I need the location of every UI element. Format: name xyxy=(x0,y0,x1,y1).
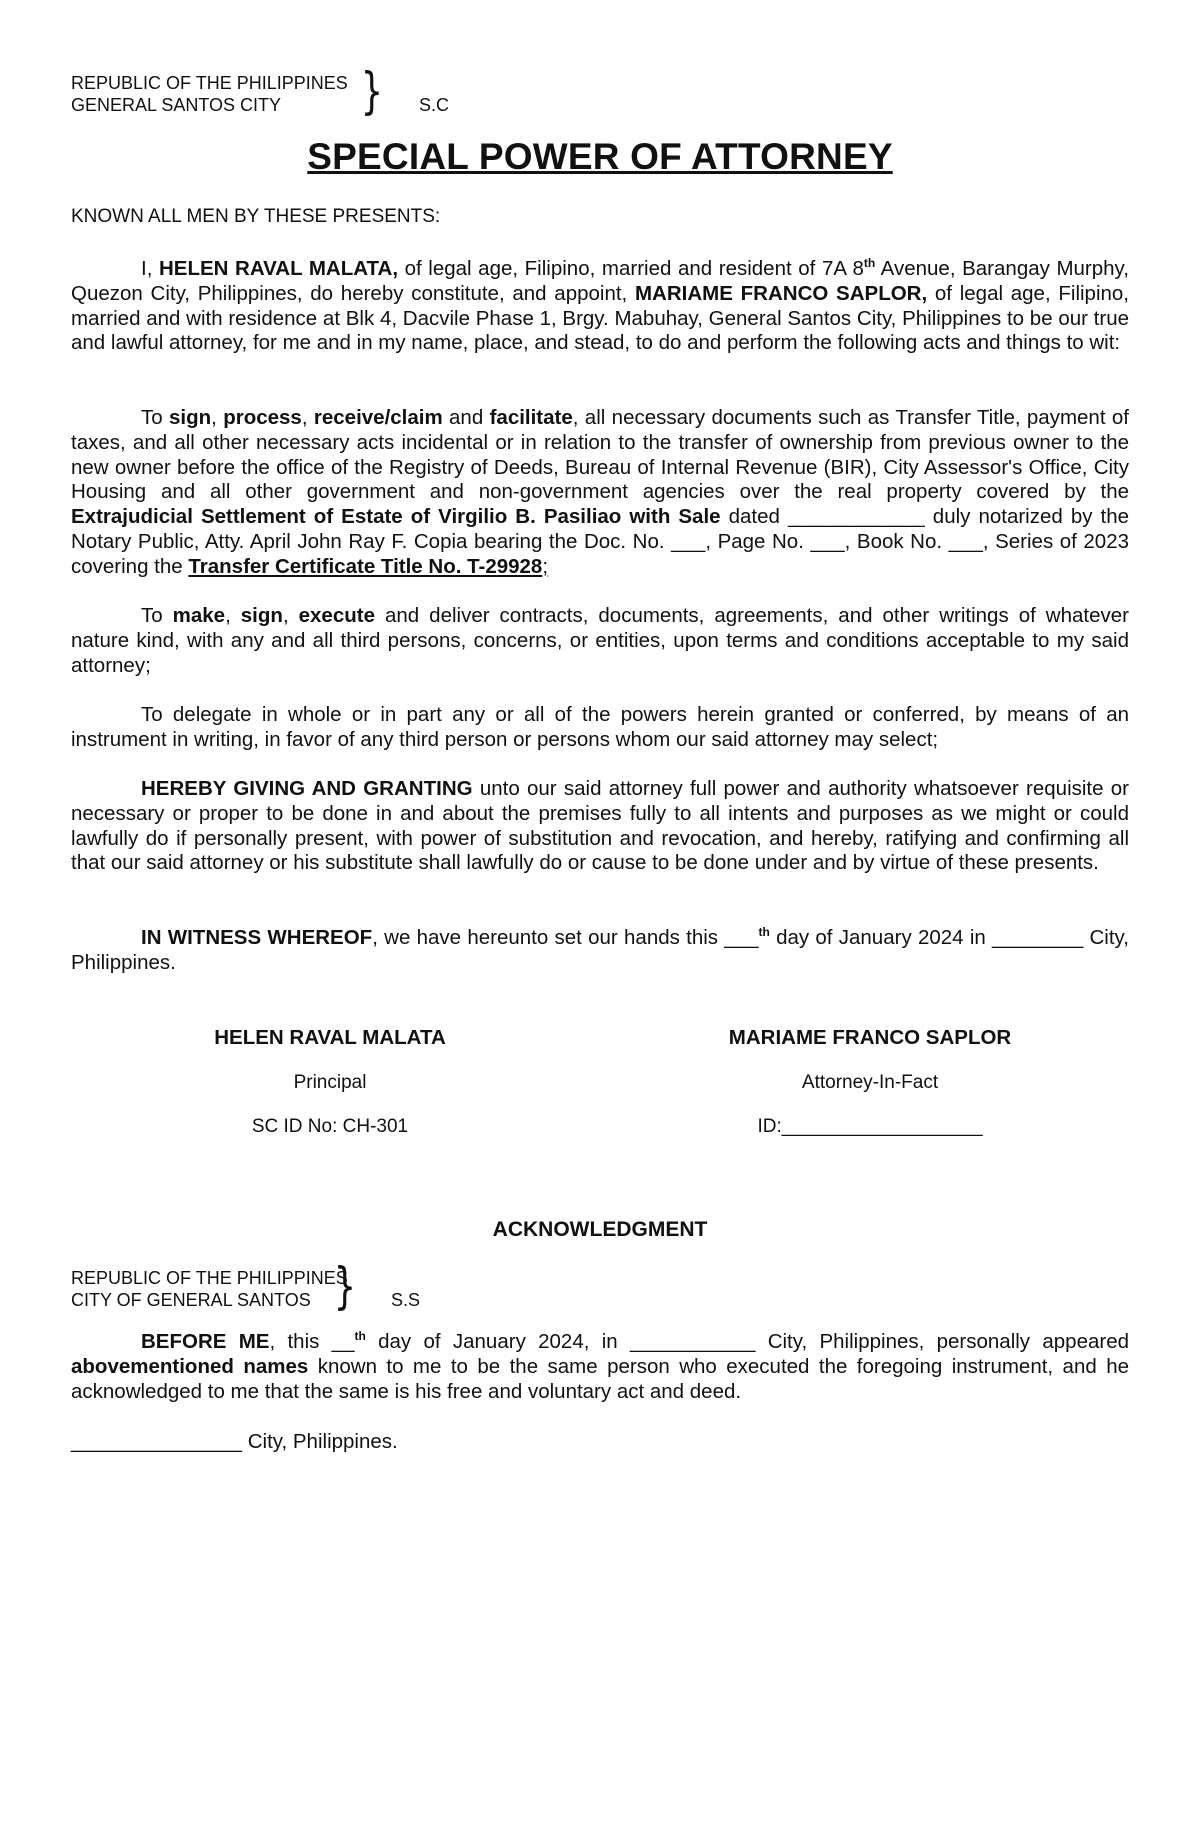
known-all-men: KNOWN ALL MEN BY THESE PRESENTS: xyxy=(71,206,441,227)
signatory-principal-name: HELEN RAVAL MALATA xyxy=(214,1026,446,1049)
acknowledgment-title: ACKNOWLEDGMENT xyxy=(492,1218,708,1241)
ack-venue-ss: S.S xyxy=(391,1290,421,1310)
document-title: SPECIAL POWER OF ATTORNEY xyxy=(307,136,893,177)
paragraph-powers: To sign, process, receive/claim and facilitate, all necessary documents such as Transfer Title, payment of taxes, and all other necessary acts incidental or in relation to the transfer of ownership from previous owner to the new owner before the office of the Registry of Deeds, Bureau of Internal Revenue (BIR), City Assessor's Office, City Housing and all other government and non-government agencies over the real property covered by the Extrajudicial Settlement of Estate of Virgilio B. Pasiliao with Sale dated ____________ duly notarized by the Notary Public, Atty. April John Ray F. Copia bearing the Doc. No. ___, Page No. ___, Book No. ___, Series of 2023 covering the Transfer Certificate Title No. T-29928; xyxy=(71,406,1130,578)
principal-name: HELEN RAVAL MALATA, xyxy=(158,257,399,280)
closing-city-line: _______________ City, Philippines. xyxy=(71,1430,398,1453)
signatory-attorney-role: Attorney-In-Fact xyxy=(801,1072,939,1093)
paragraph-appointment: I, HELEN RAVAL MALATA, of legal age, Filipino, married and resident of 7A 8th Avenue, Barangay Murphy, Quezon City, Philippines, do hereby constitute, and appoint, MARIAME FRANCO SAPLOR, of legal age, Filipino, married and with residence at Blk 4, Dacvile Phase 1, Brgy. Mabuhay, General Santos City, Philippines to be our true and lawful attorney, for me and in my name, place, and stead, to do and perform the following acts and things to wit: xyxy=(71,256,1130,355)
signatory-principal xyxy=(120,1026,540,1138)
paragraph-before-me: BEFORE ME, this __$^{th}$ day of January 2024, in ___________ City, Philippines, personally appeared abovementioned names known to me to be the same person who executed the foregoing instrument, and he acknowledged to me that the same is his free and voluntary act and deed. xyxy=(71,1329,1129,1403)
paragraph-delegate: To delegate in whole or in part any or all of the powers herein granted or conferred, by means of an instrument in writing, in favor of any third person or persons whom our said attorney may select; xyxy=(71,703,1129,751)
tct-reference: Transfer Certificate Title No. T-29928 xyxy=(188,554,543,578)
venue-republic: REPUBLIC OF THE PHILIPPINES xyxy=(71,73,348,93)
estate-reference: Extrajudicial Settlement of Estate of Virgilio B. Pasiliao with Sale xyxy=(71,505,721,529)
paragraph-witness: IN WITNESS WHEREOF, we have hereunto set our hands this ___$^{th}$ day of January 2024 in ________ City, Philippines. xyxy=(71,925,1129,974)
paragraph-contracts: To make, sign, execute and deliver contracts, documents, agreements, and other writings of whatever nature kind, with any and all third persons, concerns, or entities, upon terms and conditions acceptable to my said attorney; xyxy=(71,604,1129,677)
signatory-attorney-id: ID:___________________ xyxy=(757,1116,983,1137)
venue-header xyxy=(71,62,450,120)
attorney-name: MARIAME FRANCO SAPLOR, xyxy=(634,281,928,305)
signatory-attorney xyxy=(660,1026,1080,1138)
ack-venue-brace-icon: } xyxy=(333,1257,357,1315)
signatory-principal-role: Principal xyxy=(293,1072,367,1093)
signatory-attorney-name: MARIAME FRANCO SAPLOR xyxy=(728,1026,1012,1049)
signatory-principal-id: SC ID No: CH-301 xyxy=(251,1116,409,1137)
venue-acknowledgment xyxy=(71,1257,421,1315)
venue-city: GENERAL SANTOS CITY xyxy=(71,95,282,115)
ack-venue-city: CITY OF GENERAL SANTOS xyxy=(71,1290,311,1310)
venue-ss: S.C xyxy=(419,95,450,115)
paragraph-granting: HEREBY GIVING AND GRANTING unto our said attorney full power and authority whatsoever requisite or necessary or proper to be done in and about the premises fully to all intents and purposes as we might or could lawfully do if personally present, with power of substitution and revocation, and hereby, ratifying and confirming all that our said attorney or his substitute shall lawfully do or cause to be done under and by virtue of these presents. xyxy=(71,777,1130,875)
ack-venue-republic: REPUBLIC OF THE PHILIPPINES xyxy=(71,1268,348,1288)
venue-brace-icon: } xyxy=(360,62,384,120)
